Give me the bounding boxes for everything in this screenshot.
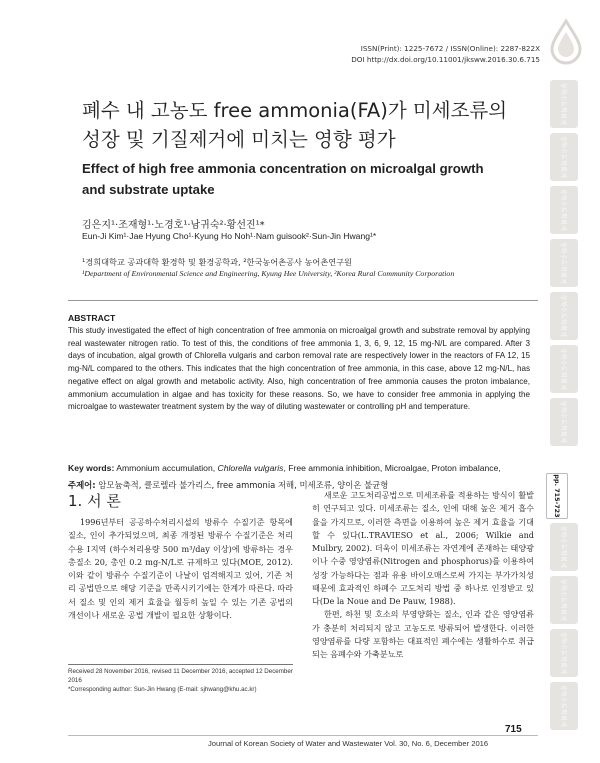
sidebar-tab: 상하수도학회지	[550, 239, 578, 287]
keywords-korean-label: 주제어:	[68, 480, 96, 490]
water-drop-logo-icon	[544, 18, 588, 66]
affiliation-korean: ¹경희대학교 공과대학 환경학 및 환경공학과, ²한국농어촌공사 농어촌연구원	[82, 257, 352, 267]
footnote: Received 28 November 2016, revised 11 December 2016, accepted 12 December 2016 *Corresponding author: Sun-Jin Hwang (E-mail: sjhwang@khu.ac.kr)	[68, 668, 293, 693]
footnote-divider	[68, 664, 293, 665]
body-right-column: 새로운 고도처리공법으로 미세조류를 적용하는 방식이 활발히 연구되고 있다. 미세조류는 질소, 인에 대해 높은 제거 흡수율을 가지므로, 이러한 측면을 이용하여 높은 제거 효율을 기대할 수 있다(L.TRAVIESO et al., 2006; Wilkie and Mulbry, 2002). 더욱이 미세조류는 자연계에 존재하는 태양광이나 수중 영양염류(Nitrogen and phosphorus)를 이용하여 성장 가능하다는 점과 유용 바이오매스로써 가지는 부가가치성 때문에 효과적인 하폐수 고도처리 방법 중 하나로 인정받고 있다(De la Noue and De Pauw, 1988). 한편, 하천 및 호소의 부영양화는 질소, 인과 같은 영양염류가 충분히 처리되지 않고 고농도로 방류되어 발생한다. 이러한 영양염류를 다량 포함하는 대표적인 폐수에는 생활하수로 취급되는 음폐수와 가축분뇨로	[312, 490, 534, 659]
sidebar-tab: 상하수도학회지	[550, 398, 578, 446]
sidebar-active-tab: pp. 715-723	[546, 473, 568, 519]
body-left-column: 1996년부터 공공하수처리시설의 방류수 수질기준 항목에 질소, 인이 추가되었으며, 최종 개정된 방류수 수질기준은 처리수용 Ⅰ지역 (하수처리용량 500 m³/day 이상)에 방류하는 경우 총질소 20, 총인 0.2 mg-N/L로 규제하고 있다(MOE, 2012). 이와 같이 방류수 수질기준이 나날이 엄격해지고 있어, 기존 처리 공법만으로 해당 기준을 만족시키기에는 한계가 따른다. 따라서 질소 및 인의 제거 효율을 월등히 높일 수 있는 기존 공법의 개선이나 새로운 공법 개발이 필요한 상황이다.	[68, 517, 293, 620]
authors-korean: 김은지¹·조재형¹·노경호¹·남귀숙²·황선진¹*	[82, 220, 265, 231]
issn-line: ISSN(Print): 1225-7672 / ISSN(Online): 2287-822X	[360, 44, 540, 53]
sidebar-tab: 상하수도학회지	[550, 133, 578, 181]
sidebar-tab: 상하수도학회지	[550, 80, 578, 128]
sidebar-tab: 상하수도학회지	[550, 292, 578, 340]
section-title: 1. 서 론	[68, 492, 121, 510]
affiliation-english: ¹Department of Environmental Science and Engineering, Kyung Hee University, ²Korea Rural Community Corporation	[82, 269, 455, 278]
title-english: Effect of high free ammonia concentration on microalgal growth and substrate uptake	[82, 161, 484, 197]
sidebar-tab: 상하수도학회지	[550, 186, 578, 234]
page-number: 715	[505, 724, 522, 735]
sidebar-index-tabs	[546, 80, 586, 740]
sidebar-tab: 상하수도학회지	[550, 576, 578, 624]
keywords: Key words: Ammonium accumulation, Chlorella vulgaris, Free ammonia inhibition, Microalgae, Proton imbalance,	[68, 463, 501, 473]
title-korean: 폐수 내 고농도 free ammonia(FA)가 미세조류의 성장 및 기질제거에 미치는 영향 평가	[82, 99, 508, 151]
authors-english: Eun-Ji Kim¹·Jae Hyung Cho¹·Kyung Ho Noh¹·Nam guisook²·Sun-Jin Hwang¹*	[82, 231, 377, 241]
abstract-heading: ABSTRACT	[68, 313, 116, 323]
divider	[68, 300, 538, 301]
sidebar-tab: 상하수도학회지	[550, 629, 578, 677]
sidebar-tab: 상하수도학회지	[550, 682, 578, 730]
keywords-korean: 주제어: 암모늄축적, 클로렐라 불가리스, free ammonia 저해, 미세조류, 양이온 불균형	[68, 480, 389, 490]
doi-line: DOI http://dx.doi.org/10.11001/jksww.2016.30.6.715	[351, 55, 540, 64]
footer-divider	[68, 735, 538, 736]
abstract-body: This study investigated the effect of high concentration of free ammonia on microalgal growth and substrate removal by applying real wastewater nitrogen ratio. To test of this, the conditions of free ammonia 1, 3, 6, 9, 12, 15 mg-N/L are compared. After 3 days of incubation, algal growth of Chlorella vulgaris and carbon removal rate are respectively lower in the reactors of FA 12, 15 mg-N/L compared to the others. This indicates that the high concentration of free ammonia, in this case, above 12 mg-N/L, has negative effect on algal growth and metabolic activity. Also, high concentration of free ammonia causes the proton imbalance, ammonium accumulation in algae and has toxicity for these reasons. So, we have to consider free ammonia in applying the microalgae to wastewater treatment system by the way of diluting wastewater or controlling pH and temperature.	[68, 326, 530, 412]
keywords-label: Key words:	[68, 463, 115, 473]
sidebar-tab: 상하수도학회지	[550, 345, 578, 393]
sidebar-tab: 상하수도학회지	[550, 523, 578, 571]
journal-footer: Journal of Korean Society of Water and Wastewater Vol. 30, No. 6, December 2016	[208, 739, 489, 748]
